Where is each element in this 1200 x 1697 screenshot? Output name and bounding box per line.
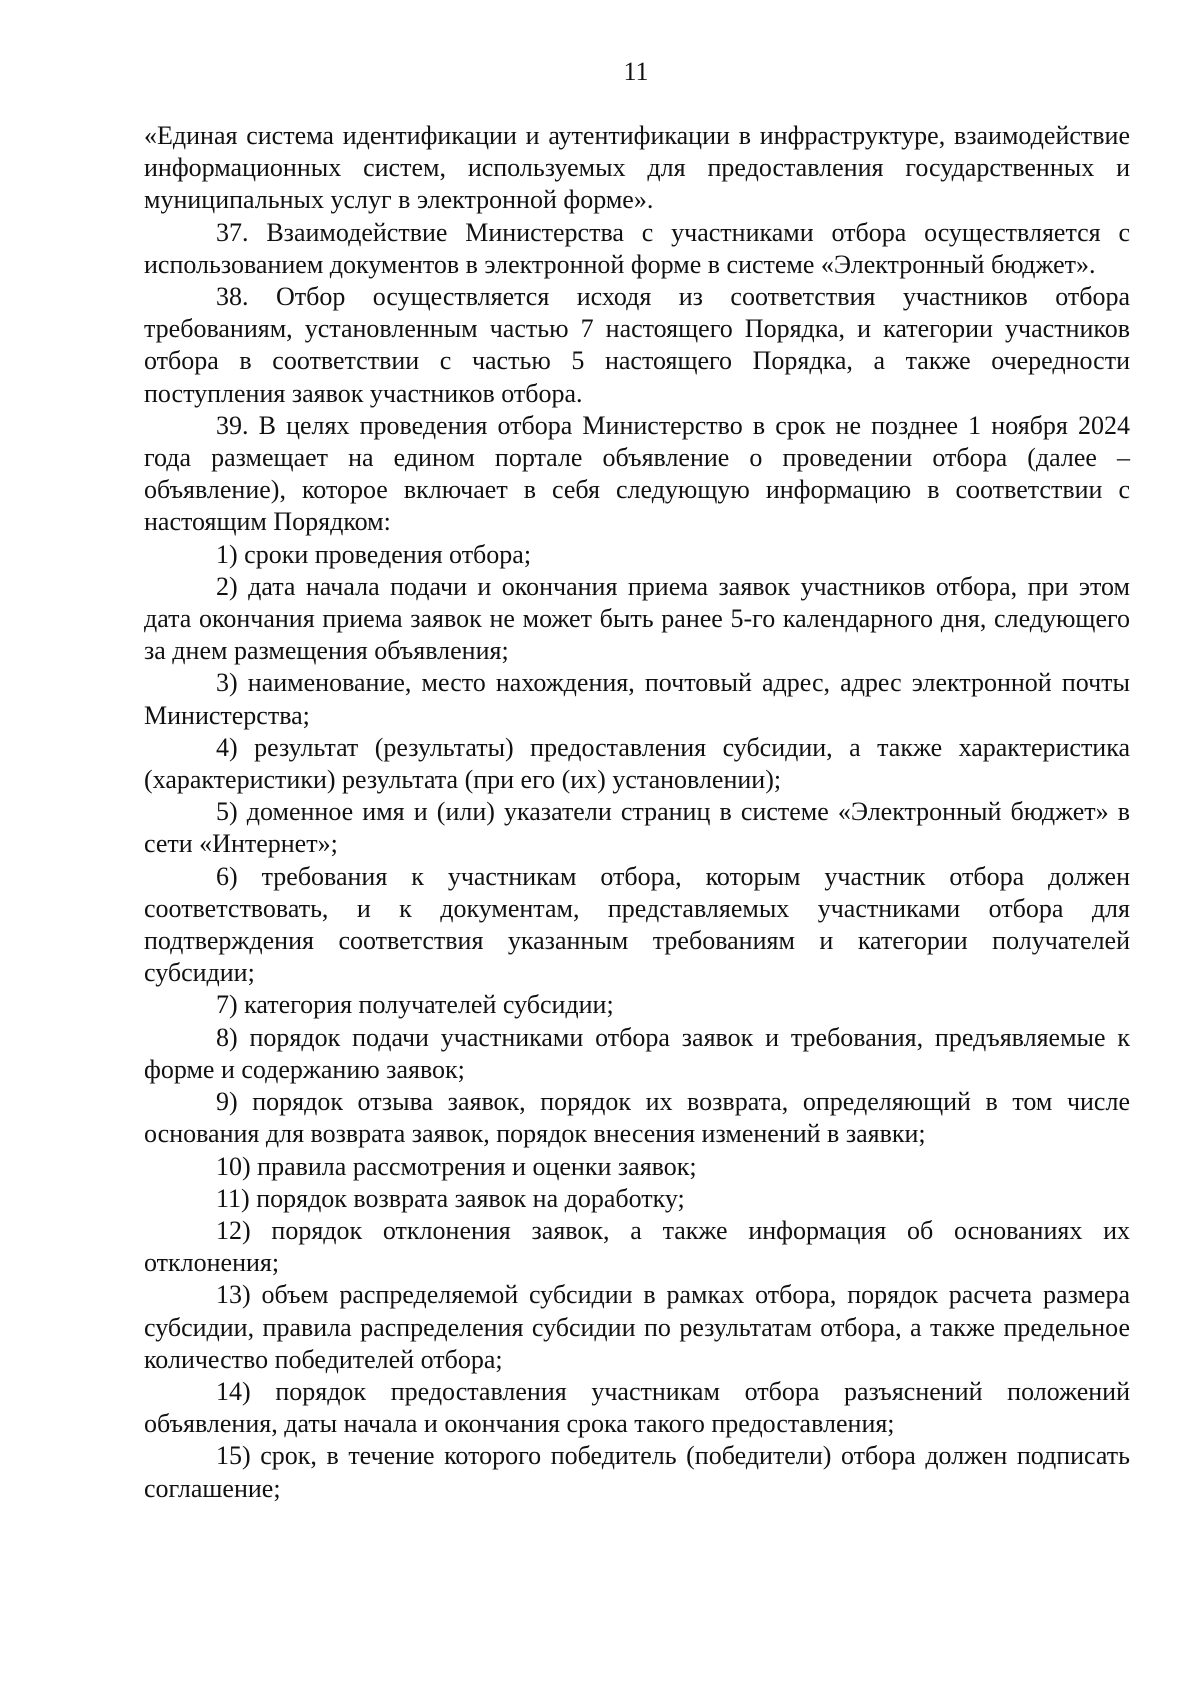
list-item-12: 12) порядок отклонения заявок, а также информация об основаниях их отклонения; [144,1215,1130,1278]
list-item-11: 11) порядок возврата заявок на доработку; [216,1183,685,1213]
document-body [144,120,1130,1505]
page-number: 11 [623,57,649,86]
list-item-1: 1) сроки проведения отбора; [216,539,532,569]
paragraph-39: 39. В целях проведения отбора Министерство в срок не позднее 1 ноября 2024 года размещает на едином портале объявление о проведении отбора (далее – объявление), которое включает в себя следующую информацию в соответствии с настоящим Порядком: [144,410,1130,537]
list-item-15: 15) срок, в течение которого победитель (победители) отбора должен подписать соглашение; [144,1441,1130,1503]
paragraph-38: 38. Отбор осуществляется исходя из соответствия участников отбора требованиям, установленным частью 7 настоящего Порядка, и категории участников отбора в соответствии с частью 5 настоящего Порядка, а также очередности поступления заявок участников отбора. [144,282,1130,408]
list-item-3: 3) наименование, место нахождения, почтовый адрес, адрес электронной почты Министерства; [144,668,1130,730]
list-item-13: 13) объем распределяемой субсидии в рамках отбора, порядок расчета размера субсидии, правила распределения субсидии по результатам отбора, а также предельное количество победителей отбора; [144,1280,1130,1374]
list-item-7: 7) категория получателей субсидии; [216,990,614,1020]
list-item-14: 14) порядок предоставления участникам отбора разъяснений положений объявления, даты начала и окончания срока такого предоставления; [144,1376,1130,1439]
list-item-9: 9) порядок отзыва заявок, порядок их возврата, определяющий в том числе основания для возврата заявок, порядок внесения изменений в заявки; [144,1087,1130,1149]
paragraph-37: 37. Взаимодействие Министерства с участниками отбора осуществляется с использованием документов в электронной форме в системе «Электронный бюджет». [144,217,1130,279]
list-item-8: 8) порядок подачи участниками отбора заявок и требования, предъявляемые к форме и содержанию заявок; [144,1022,1130,1084]
paragraph-continuation: «Единая система идентификации и аутентификации в инфраструктуре, взаимодействие информационных систем, используемых для предоставления государственных и муниципальных услуг в электронной форме». [144,121,1130,215]
list-item-5: 5) доменное имя и (или) указатели страниц в системе «Электронный бюджет» в сети «Интернет»; [144,797,1130,859]
list-item-10: 10) правила рассмотрения и оценки заявок; [216,1151,697,1181]
list-item-2: 2) дата начала подачи и окончания приема заявок участников отбора, при этом дата окончания приема заявок не может быть ранее 5-го календарного дня, следующего за днем размещения объявления; [144,571,1130,666]
list-item-6: 6) требования к участникам отбора, которым участник отбора должен соответствовать, и к документам, представляемых участниками отбора для подтверждения соответствия указанным требованиям и категории получателей субсидии; [144,861,1130,988]
list-item-4: 4) результат (результаты) предоставления субсидии, а также характеристика (характеристики) результата (при его (их) установлении); [144,732,1130,795]
